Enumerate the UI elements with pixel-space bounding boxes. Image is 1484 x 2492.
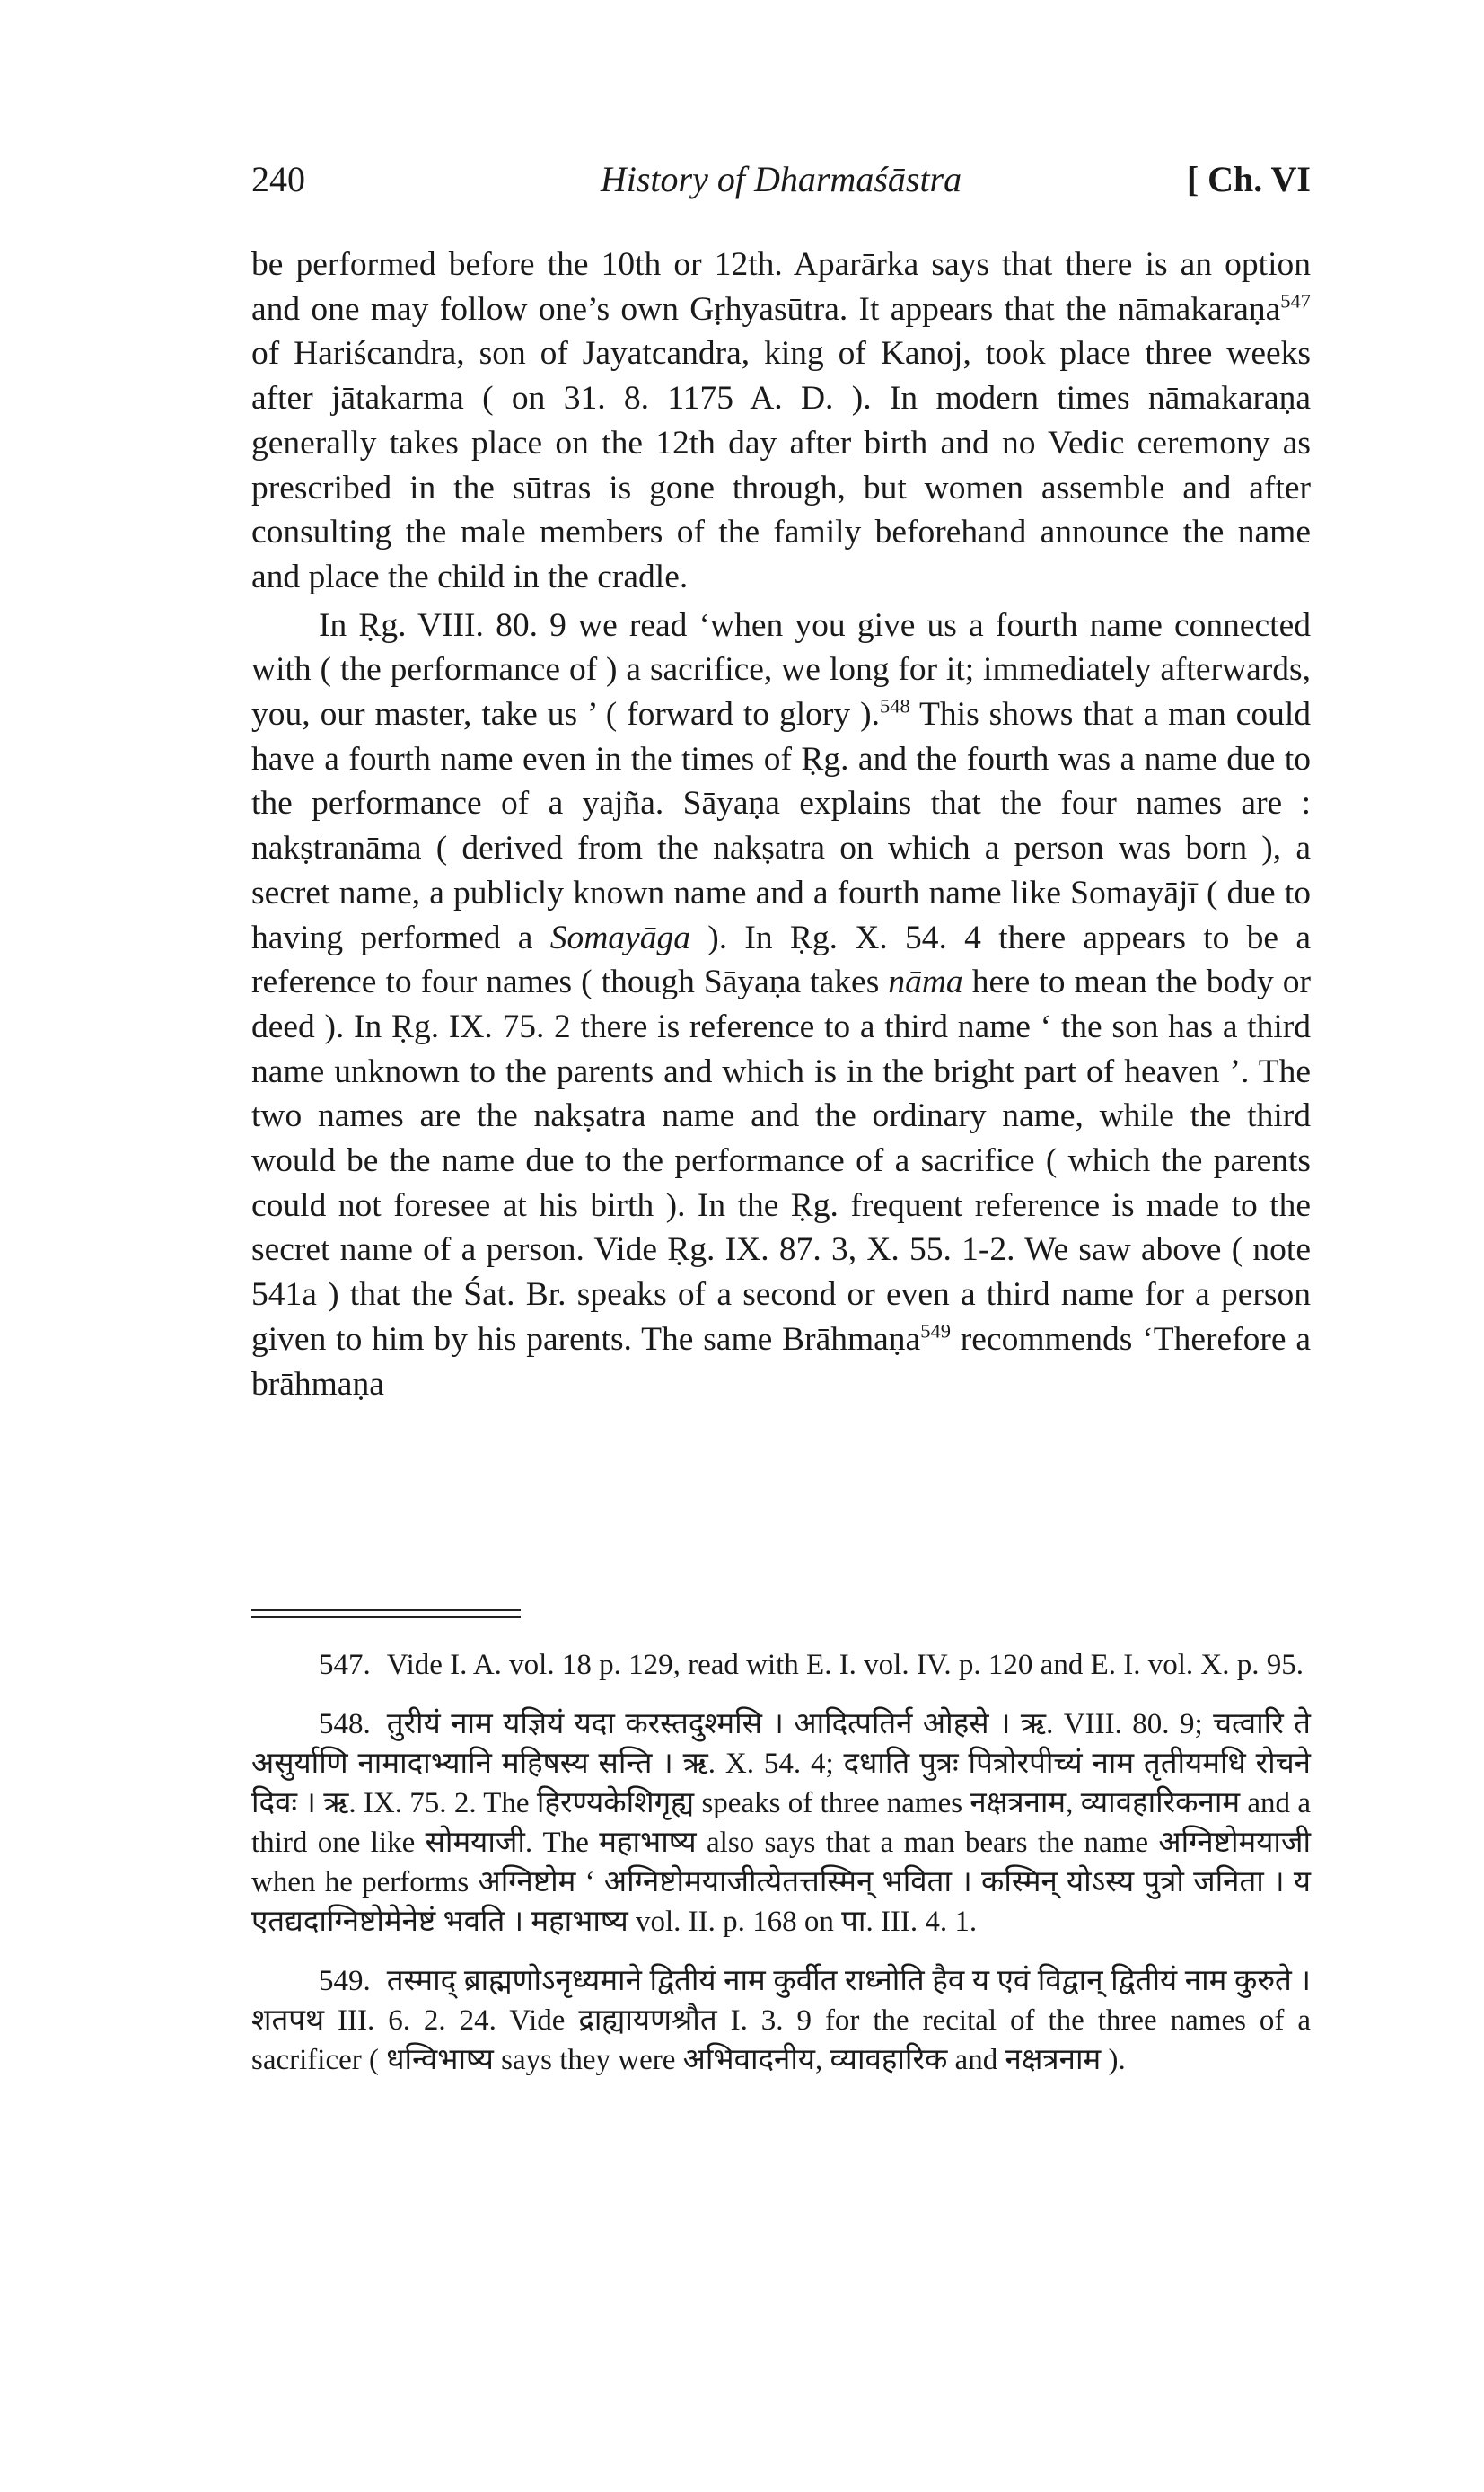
paragraph-2 [251,603,1311,1407]
footnote-separator [251,1609,521,1611]
footnote-549 [251,1961,1311,2080]
footnote-ref-547: 547 [1280,289,1311,313]
footnote-ref-548: 548 [879,694,910,718]
body-text [251,242,1311,1406]
paragraph-1 [251,242,1311,600]
footnote-separator-2 [251,1616,521,1618]
paragraph-2-text-e: recommends ‘Therefore a brāhmaṇa [251,1320,1311,1403]
paragraph-2-text-c: ). In Ṛg. X. 54. 4 there appears to be a reference to four names ( though Sāyaṇa takes [251,919,1311,1001]
footnotes [251,1645,1311,2100]
footnote-text: तस्माद् ब्राह्मणोऽनृध्यमाने द्वितीयं नाम कुर्वीत राध्नोति हैव य एवं विद्वान् द्वितीयं नाम कुरुते । शतपथ III. 6. 2. 24. Vide द्राह्यायणश्रौत I. 3. 9 for the recital of the three names of a sacrificer ( धन्विभाष्य says they were अभिवादनीय, व्यावहारिक and नक्षत्रनाम ). [251,1965,1311,2076]
footnote-547 [251,1645,1311,1685]
footnote-number: 547. [319,1649,371,1681]
running-header [251,158,1311,212]
chapter-label: [ Ch. VI [1186,159,1311,199]
footnote-548 [251,1704,1311,1942]
footnote-text: तुरीयं नाम यज्ञियं यदा करस्तदुश्मसि । आदित्पतिर्न ओहसे । ऋ. VIII. 80. 9; चत्वारि ते असुर्याणि नामादाभ्यानि महिषस्य सन्ति । ऋ. X. 54. 4; दधाति पुत्रः पित्रोरपीच्यं नाम तृतीयमधि रोचने दिवः । ऋ. IX. 75. 2. The हिरण्यकेशिगृह्य speaks of three names नक्षत्रनाम, व्यावहारिकनाम and a third one like सोमयाजी. The महाभाष्य also says that a man bears the name अग्निष्टोमयाजी when he performs अग्निष्टोम ‘ अग्निष्टोमयाजीत्येतत्तस्मिन् भविता । कस्मिन् योऽस्य पुत्रो जनिता । य एतद्यदाग्निष्टोमेनेष्टं भवति । महाभाष्य vol. II. p. 168 on पा. III. 4. 1. [251,1708,1311,1938]
footnote-ref-549: 549 [920,1319,951,1343]
paragraph-1-text-a: be performed before the 10th or 12th. Aparārka says that there is an option and one may follow one’s own Gṛhyasūtra. It appears that the nāmakaraṇa [251,246,1311,328]
running-title: History of Dharmaśāstra [600,159,962,199]
page-number: 240 [251,159,305,199]
paragraph-2-text-b: This shows that a man could have a fourth name even in the times of Ṛg. and the fourth was a name due to the performance of a yajña. Sāyaṇa explains that the four names are : nakṣtranāma ( derived from the nakṣatra on which a person was born ), a secret name, a publicly known name and a fourth name like Somayājī ( due to having performed a [251,696,1311,956]
footnote-number: 549. [319,1965,371,1997]
footnote-number: 548. [319,1708,371,1740]
italic-somayaga: Somayāga [549,919,690,956]
footnote-text: Vide I. A. vol. 18 p. 129, read with E. I. vol. IV. p. 120 and E. I. vol. X. p. 95. [386,1649,1304,1681]
paragraph-1-text-b: of Hariścandra, son of Jayatcandra, king of Kanoj, took place three weeks after jātakarma ( on 31. 8. 1175 A. D. ). In modern times nāmakaraṇa generally takes place on the 12th day after birth and no Vedic ceremony as prescribed in the sūtras is gone through, but women assemble and after consulting the male members of the family beforehand announce the name and place the child in the cradle. [251,335,1311,595]
italic-nama: nāma [888,964,963,1001]
paragraph-2-text-a: In Ṛg. VIII. 80. 9 we read ‘when you give us a fourth name connected with ( the performance of ) a sacrifice, we long for it; immediately afterwards, you, our master, take us ’ ( forward to glory ). [251,606,1311,734]
paragraph-2-text-d: here to mean the body or deed ). In Ṛg. IX. 75. 2 there is reference to a third name ‘ the son has a third name unknown to the parents and which is in the bright part of heaven ’. The two names are the nakṣatra name and the ordinary name, while the third would be the name due to the performance of a sacrifice ( which the parents could not foresee at his birth ). In the Ṛg. frequent reference is made to the secret name of a person. Vide Ṛg. IX. 87. 3, X. 55. 1-2. We saw above ( note 541a ) that the Śat. Br. speaks of a second or even a third name for a person given to him by his parents. The same Brāhmaṇa [251,964,1311,1358]
